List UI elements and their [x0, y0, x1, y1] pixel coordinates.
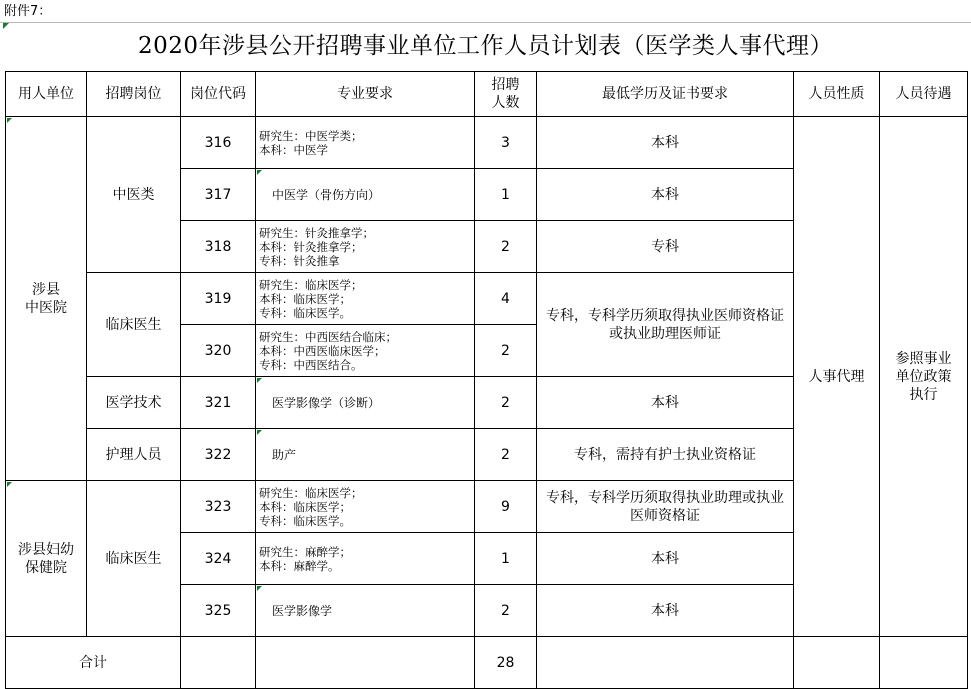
recruitment-table: [5, 71, 968, 689]
top-divider: [0, 22, 971, 23]
position-cell: 临床医生: [87, 481, 181, 637]
header-nature: 人员性质: [794, 72, 880, 117]
major-cell: 研究生：中医学类； 本科：中医学: [256, 117, 475, 169]
major-cell: 医学影像学（诊断）: [256, 377, 475, 429]
header-row: [6, 72, 968, 117]
education-cell: 专科，需持有护士执业资格证: [537, 429, 794, 481]
code-cell: 318: [181, 221, 256, 273]
position-cell: 医学技术: [87, 377, 181, 429]
attachment-label: 附件7：: [4, 4, 52, 19]
page-title: 2020年涉县公开招聘事业单位工作人员计划表（医学类人事代理）: [137, 33, 834, 59]
count-cell: 2: [475, 585, 537, 637]
code-cell: 317: [181, 169, 256, 221]
position-cell: 中医类: [87, 117, 181, 273]
education-cell: 本科: [537, 585, 794, 637]
header-unit: 用人单位: [6, 72, 87, 117]
education-cell: 本科: [537, 533, 794, 585]
table-row: [6, 117, 968, 169]
code-cell: 324: [181, 533, 256, 585]
total-row: [6, 637, 968, 689]
count-cell: 2: [475, 325, 537, 377]
code-cell: 322: [181, 429, 256, 481]
total-count: 28: [475, 637, 537, 689]
major-cell: 研究生：中西医结合临床； 本科：中西医临床医学； 专科：中西医结合。: [256, 325, 475, 377]
education-cell: 本科: [537, 117, 794, 169]
code-cell: 323: [181, 481, 256, 533]
code-cell: 319: [181, 273, 256, 325]
header-count: 招聘 人数: [475, 72, 537, 117]
major-cell: 中医学（骨伤方向）: [256, 169, 475, 221]
count-cell: 1: [475, 169, 537, 221]
education-cell: 专科，专科学历须取得执业助理或执业医师资格证: [537, 481, 794, 533]
unit-cell: 涉县 中医院: [6, 117, 87, 481]
header-code: 岗位代码: [181, 72, 256, 117]
education-cell: 本科: [537, 377, 794, 429]
nature-cell: 人事代理: [794, 117, 880, 637]
header-education: 最低学历及证书要求: [537, 72, 794, 117]
treatment-cell: 参照事业 单位政策 执行: [880, 117, 968, 637]
count-cell: 3: [475, 117, 537, 169]
code-cell: 321: [181, 377, 256, 429]
total-empty-cell: [181, 637, 256, 689]
education-cell: 专科: [537, 221, 794, 273]
major-cell: 研究生：针灸推拿学； 本科：针灸推拿学； 专科：针灸推拿: [256, 221, 475, 273]
code-cell: 316: [181, 117, 256, 169]
total-empty-cell: [537, 637, 794, 689]
major-cell: 研究生：临床医学； 本科：临床医学； 专科：临床医学。: [256, 481, 475, 533]
header-position: 招聘岗位: [87, 72, 181, 117]
unit-cell: 涉县妇幼 保健院: [6, 481, 87, 637]
major-cell: 研究生：临床医学； 本科：临床医学； 专科：临床医学。: [256, 273, 475, 325]
total-empty-cell: [880, 637, 968, 689]
count-cell: 2: [475, 221, 537, 273]
major-cell: 研究生：麻醉学； 本科：麻醉学。: [256, 533, 475, 585]
education-cell: 专科，专科学历须取得执业医师资格证或执业助理医师证: [537, 273, 794, 377]
code-cell: 320: [181, 325, 256, 377]
count-cell: 9: [475, 481, 537, 533]
major-cell: 医学影像学: [256, 585, 475, 637]
total-empty-cell: [256, 637, 475, 689]
education-cell: 本科: [537, 169, 794, 221]
header-treatment: 人员待遇: [880, 72, 968, 117]
count-cell: 4: [475, 273, 537, 325]
count-cell: 1: [475, 533, 537, 585]
total-empty-cell: [794, 637, 880, 689]
total-label: 合计: [6, 637, 181, 689]
position-cell: 临床医生: [87, 273, 181, 377]
position-cell: 护理人员: [87, 429, 181, 481]
count-cell: 2: [475, 429, 537, 481]
major-cell: 助产: [256, 429, 475, 481]
count-cell: 2: [475, 377, 537, 429]
code-cell: 325: [181, 585, 256, 637]
header-major: 专业要求: [256, 72, 475, 117]
